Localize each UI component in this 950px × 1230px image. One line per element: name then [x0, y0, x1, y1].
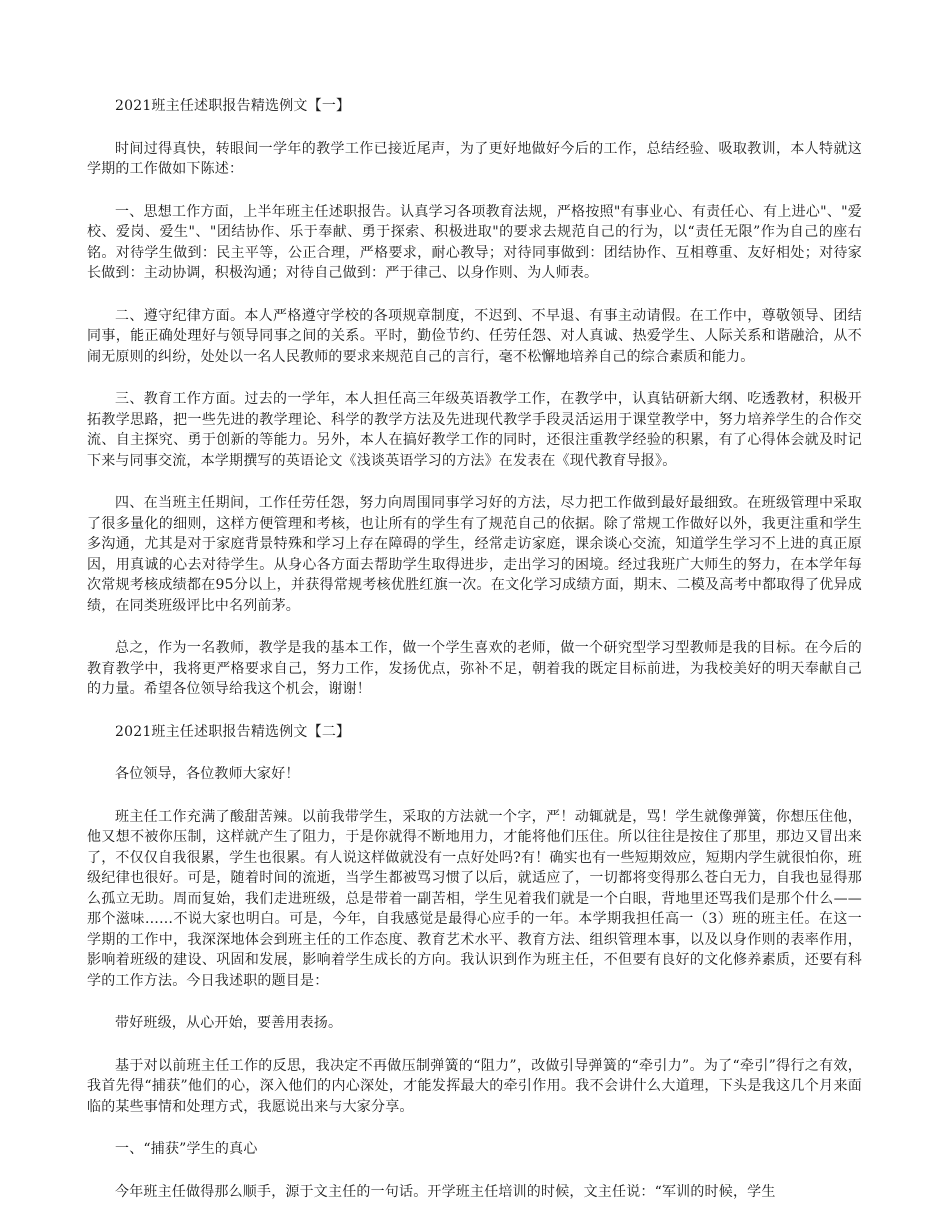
paragraph-experience: 班主任工作充满了酸甜苦辣。以前我带学生，采取的方法就一个字，严！动辄就是，骂！学生就像弹簧，你想压住他，他又想不被你压制，这样就产生了阻力，于是你就得不断地用力，才能将他们压住。所以往往是按住了那里，那边又冒出来了，不仅仅自我很累，学生也很累。有人说这样做就没有一点好处吗?有！确实也有一些短期效应，短期内学生就很怕你，班级纪律也很好。可是，随着时间的流逝，当学生都被骂习惯了以后，就适应了，一切都将变得那么苍白无力，自我也显得那么孤立无助。周而复始，我们走进班级，总是带着一副苦相，学生见着我们就是一个白眼，背地里还骂我们是那个什么——那个滋味……不说大家也明白。可是，今年，自我感觉是最得心应手的一年。本学期我担任高一（3）班的班主任。在这一学期的工作中，我深深地体会到班主任的工作态度、教育艺术水平、教育方法、组织管理本事，以及以身作则的表率作用，影响着班级的建设、巩固和发展，影响着学生成长的方向。我认识到作为班主任，不但要有良好的文化修养素质，还要有科学的工作方法。今日我述职的题目是： — [87, 808, 862, 989]
paragraph-education: 三、教育工作方面。过去的一学年，本人担任高三年级英语教学工作，在教学中，认真钻研新大纲、吃透教材，积极开拓教学思路，把一些先进的教学理论、科学的教学方法及先进现代教学手段灵活运用于课堂教学中，努力培养学生的合作交流、自主探究、勇于创新的等能力。另外，本人在搞好教学工作的同时，还很注重教学经验的积累，有了心得体会就及时记下来与同事交流，本学期撰写的英语论文《浅谈英语学习的方法》在发表在《现代教育导报》。 — [87, 391, 862, 469]
paragraph-ideology: 一、思想工作方面，上半年班主任述职报告。认真学习各项教育法规，严格按照"有事业心、有责任心、有上进心"、"爱校、爱岗、爱生"、"团结协作、乐于奉献、勇于探索、积极进取"的要求去规范自己的行为，以“责任无限”作为自己的座右铭。对待学生做到：民主平等，公正合理，严格要求，耐心教导；对待同事做到：团结协作、互相尊重、友好相处；对待家长做到：主动协调，积极沟通；对待自己做到：严于律己、以身作则、为人师表。 — [87, 203, 862, 281]
paragraph-class-teacher: 四、在当班主任期间，工作任劳任怨，努力向周围同事学习好的方法，尽力把工作做到最好最细致。在班级管理中采取了很多量化的细则，这样方便管理和考核，也让所有的学生有了规范自己的依据。除了常规工作做好以外，我更注重和学生多沟通，尤其是对于家庭背景特殊和学习上存在障碍的学生，经常走访家庭，课余谈心交流，知道学生学习不上进的真正原因，用真诚的心去对待学生。从身心各方面去帮助学生取得进步，走出学习的困境。经过我班广大师生的努力，在本学年每次常规考核成绩都在95分以上，并获得常规考核优胜红旗一次。在文化学习成绩方面，期末、二模及高考中都取得了优异成绩，在同类班级评比中名列前茅。 — [87, 495, 862, 614]
paragraph-conclusion: 总之，作为一名教师，教学是我的基本工作，做一个学生喜欢的老师，做一个研究型学习型教师是我的目标。在今后的教育教学中，我将更严格要求自己，努力工作，发扬优点，弥补不足，朝着我的既定目标前进，为我校美好的明天奉献自己的力量。希望各位领导给我这个机会，谢谢！ — [87, 640, 862, 697]
paragraph-greeting: 各位领导，各位教师大家好！ — [115, 766, 300, 782]
paragraph-reflection: 基于对以前班主任工作的反思，我决定不再做压制弹簧的“阻力”，改做引导弹簧的“牵引力”。为了“牵引”得行之有效，我首先得“捕获”他们的心，深入他们的内心深处，才能发挥最大的牵引作用。我不会讲什么大道理，下头是我这几个月来面临的某些事情和处理方式，我愿说出来与大家分享。 — [87, 1057, 862, 1115]
document-page — [87, 96, 862, 1224]
paragraph-discipline: 二、遵守纪律方面。本人严格遵守学校的各项规章制度，不迟到、不早退、有事主动请假。在工作中，尊敬领导、团结同事，能正确处理好与领导同事之间的关系。平时，勤俭节约、任劳任怨、对人真诚、热爱学生、人际关系和谐融洽，从不闹无原则的纠纷，处处以一名人民教师的要求来规范自己的言行，毫不松懈地培养自己的综合素质和能力。 — [87, 307, 862, 365]
paragraph-topic: 带好班级，从心开始，要善用表扬。 — [115, 1015, 343, 1031]
paragraph-training: 今年班主任做得那么顺手，源于文主任的一句话。开学班主任培训的时候，文主任说：“军训的时候，学生 — [115, 1183, 776, 1200]
section-heading-2: 2021班主任述职报告精选例文【二】 — [115, 723, 351, 740]
section-heading-1: 2021班主任述职报告精选例文【一】 — [115, 98, 351, 114]
paragraph-intro: 时间过得真快，转眼间一学年的教学工作已接近尾声，为了更好地做好今后的工作，总结经验、吸取教训，本人特就这学期的工作做如下陈述： — [87, 140, 862, 177]
subheading-capture-heart: 一、“捕获”学生的真心 — [115, 1141, 258, 1157]
